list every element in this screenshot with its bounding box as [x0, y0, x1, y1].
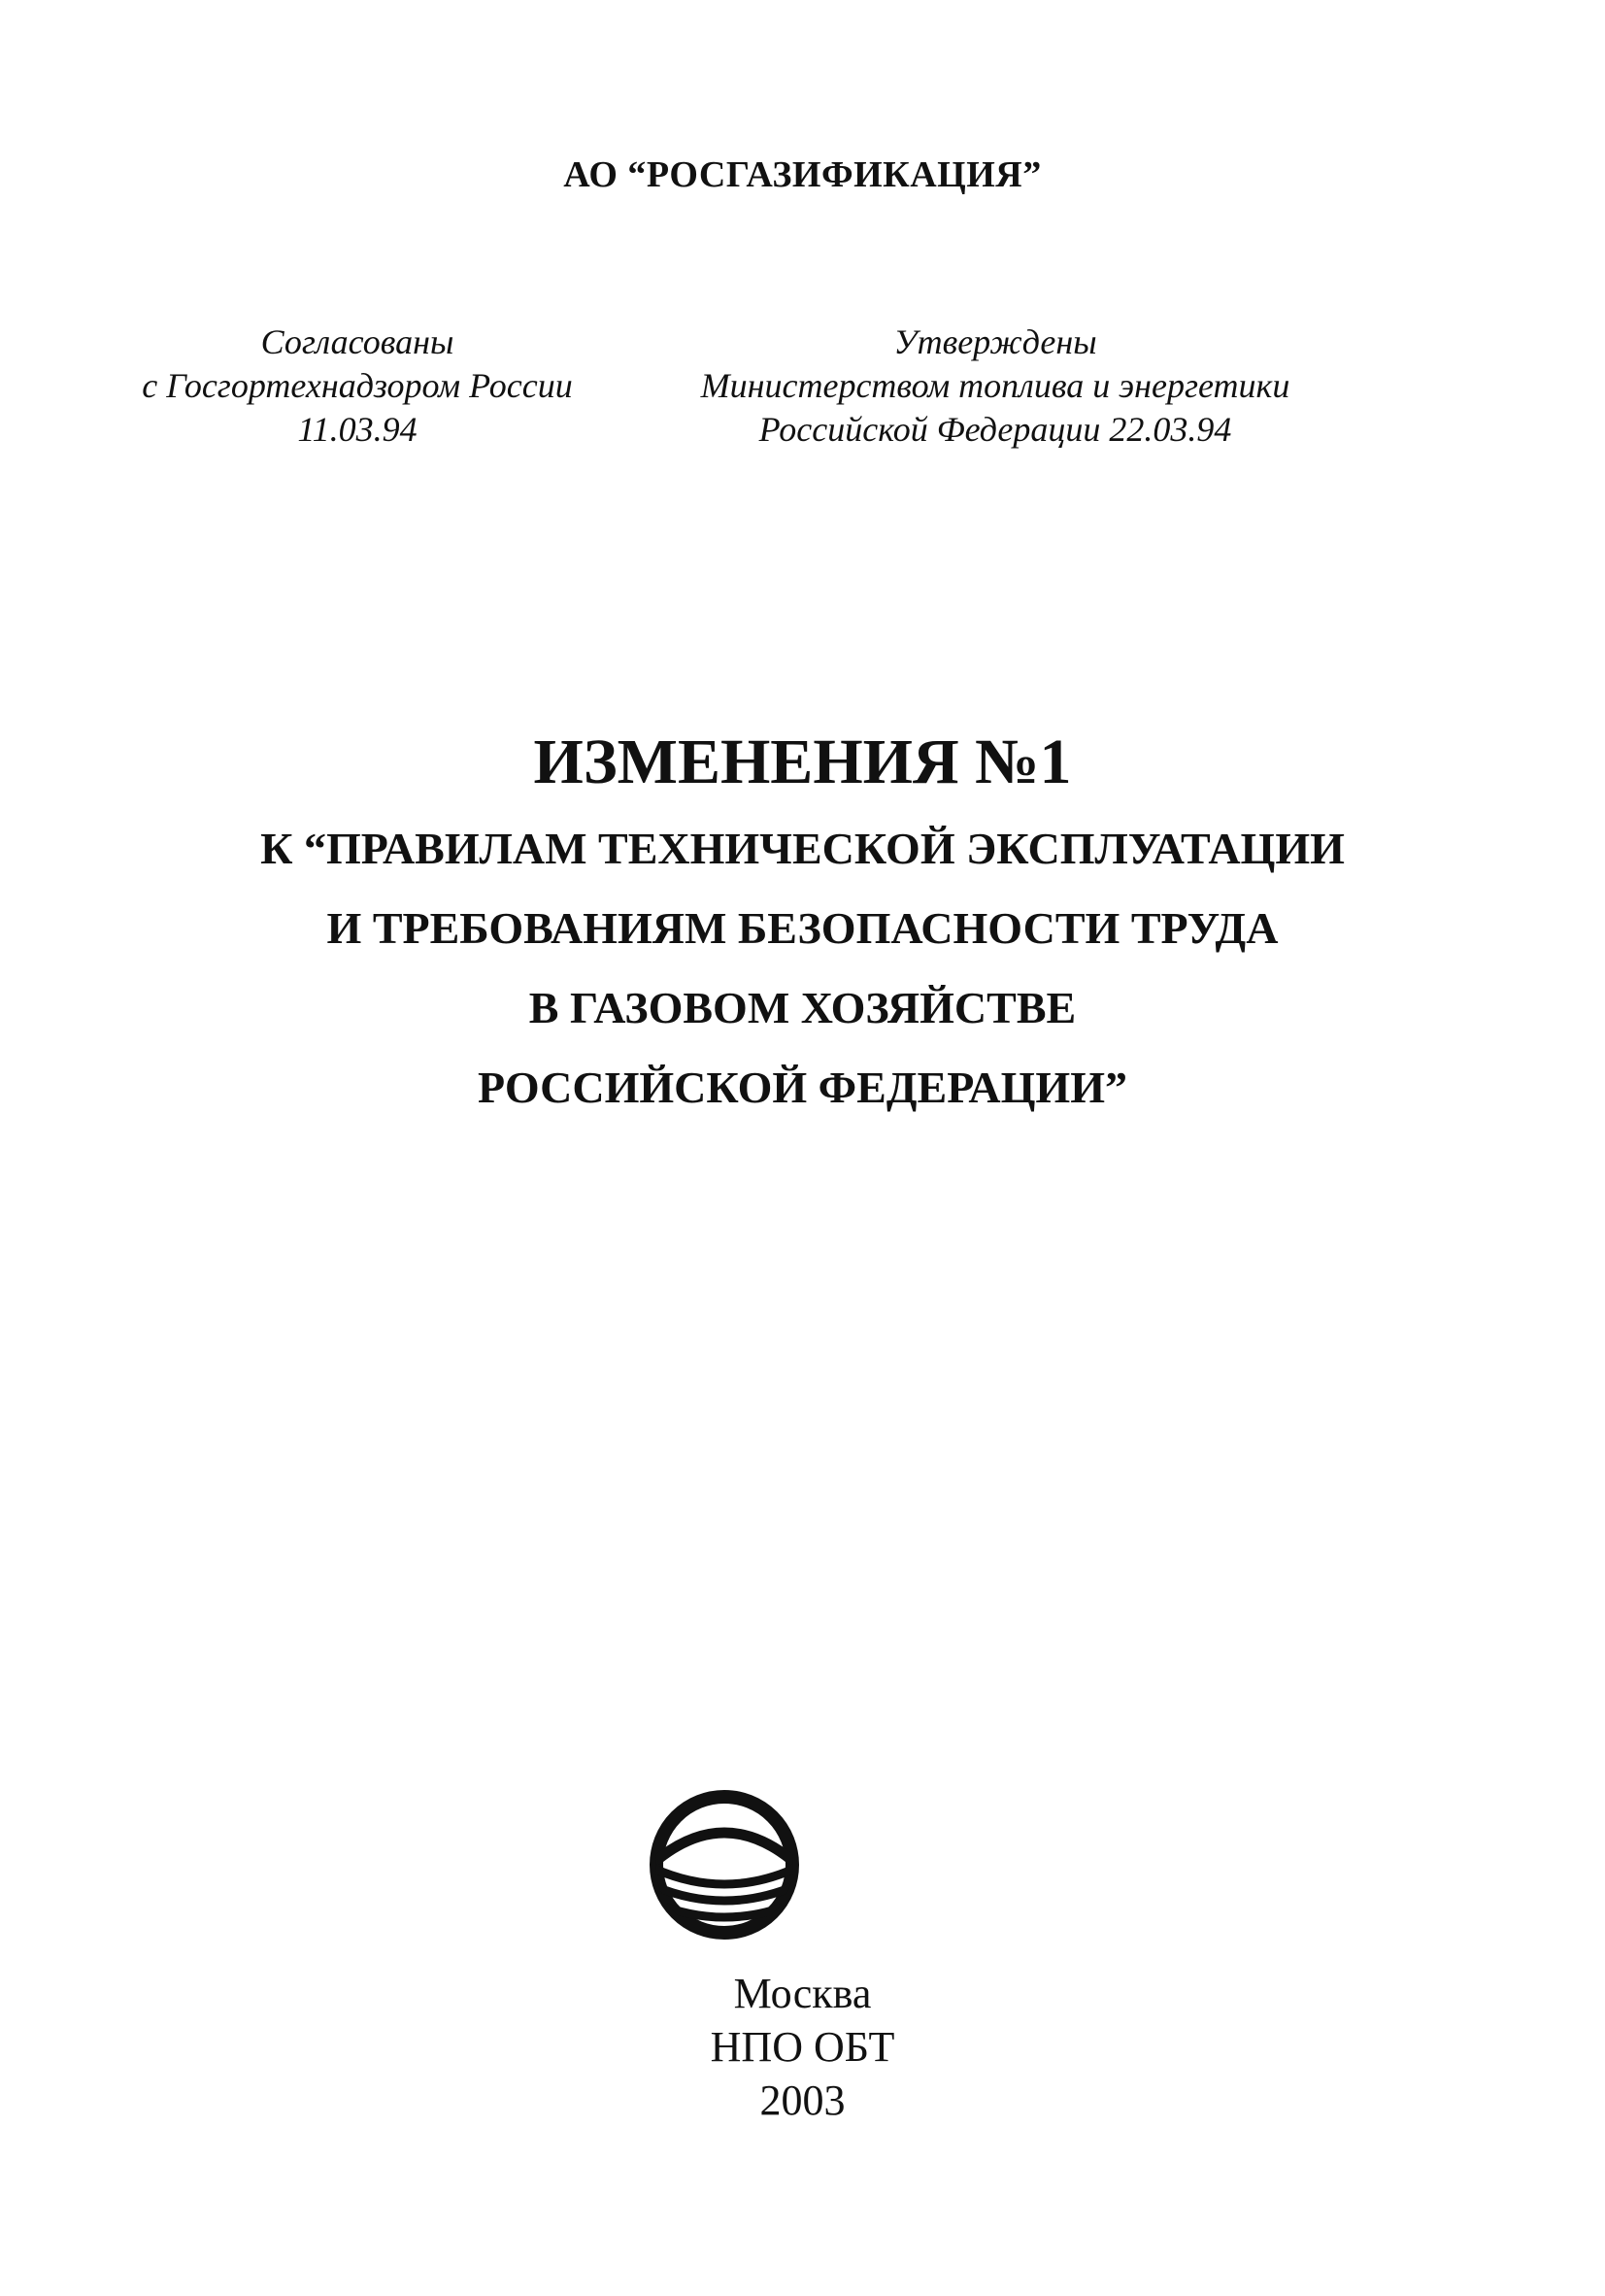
- approved-authority: Министерством топлива и энергетики: [700, 366, 1290, 405]
- approvals-block: [0, 321, 1605, 466]
- agreed-heading: Согласованы: [260, 322, 454, 361]
- title-line: РОССИЙСКОЙ ФЕДЕРАЦИИ”: [478, 1063, 1127, 1112]
- title-line: В ГАЗОВОМ ХОЗЯЙСТВЕ: [528, 983, 1077, 1032]
- publication-year: 2003: [759, 2077, 846, 2124]
- agreed-block: [105, 321, 610, 452]
- agreed-authority: с Госгортехнадзором России: [142, 366, 573, 405]
- approved-heading: Утверждены: [893, 322, 1097, 361]
- approved-block: [641, 321, 1350, 452]
- title-line: К “ПРАВИЛАМ ТЕХНИЧЕСКОЙ ЭКСПЛУАТАЦИИ: [260, 824, 1345, 873]
- agreed-date: 11.03.94: [297, 410, 418, 449]
- organization-name: АО “РОСГАЗИФИКАЦИЯ”: [563, 154, 1042, 195]
- title-line: И ТРЕБОВАНИЯМ БЕЗОПАСНОСТИ ТРУДА: [326, 903, 1279, 953]
- publisher-logo-icon: [647, 1787, 802, 1942]
- publication-city: Москва: [733, 1970, 872, 2017]
- document-title: [0, 724, 1605, 1128]
- approved-date: Российской Федерации 22.03.94: [758, 410, 1232, 449]
- title-main: ИЗМЕНЕНИЯ №1: [533, 726, 1072, 797]
- imprint-block: [0, 1967, 1605, 2127]
- publisher-name: НПО ОБТ: [710, 2023, 895, 2071]
